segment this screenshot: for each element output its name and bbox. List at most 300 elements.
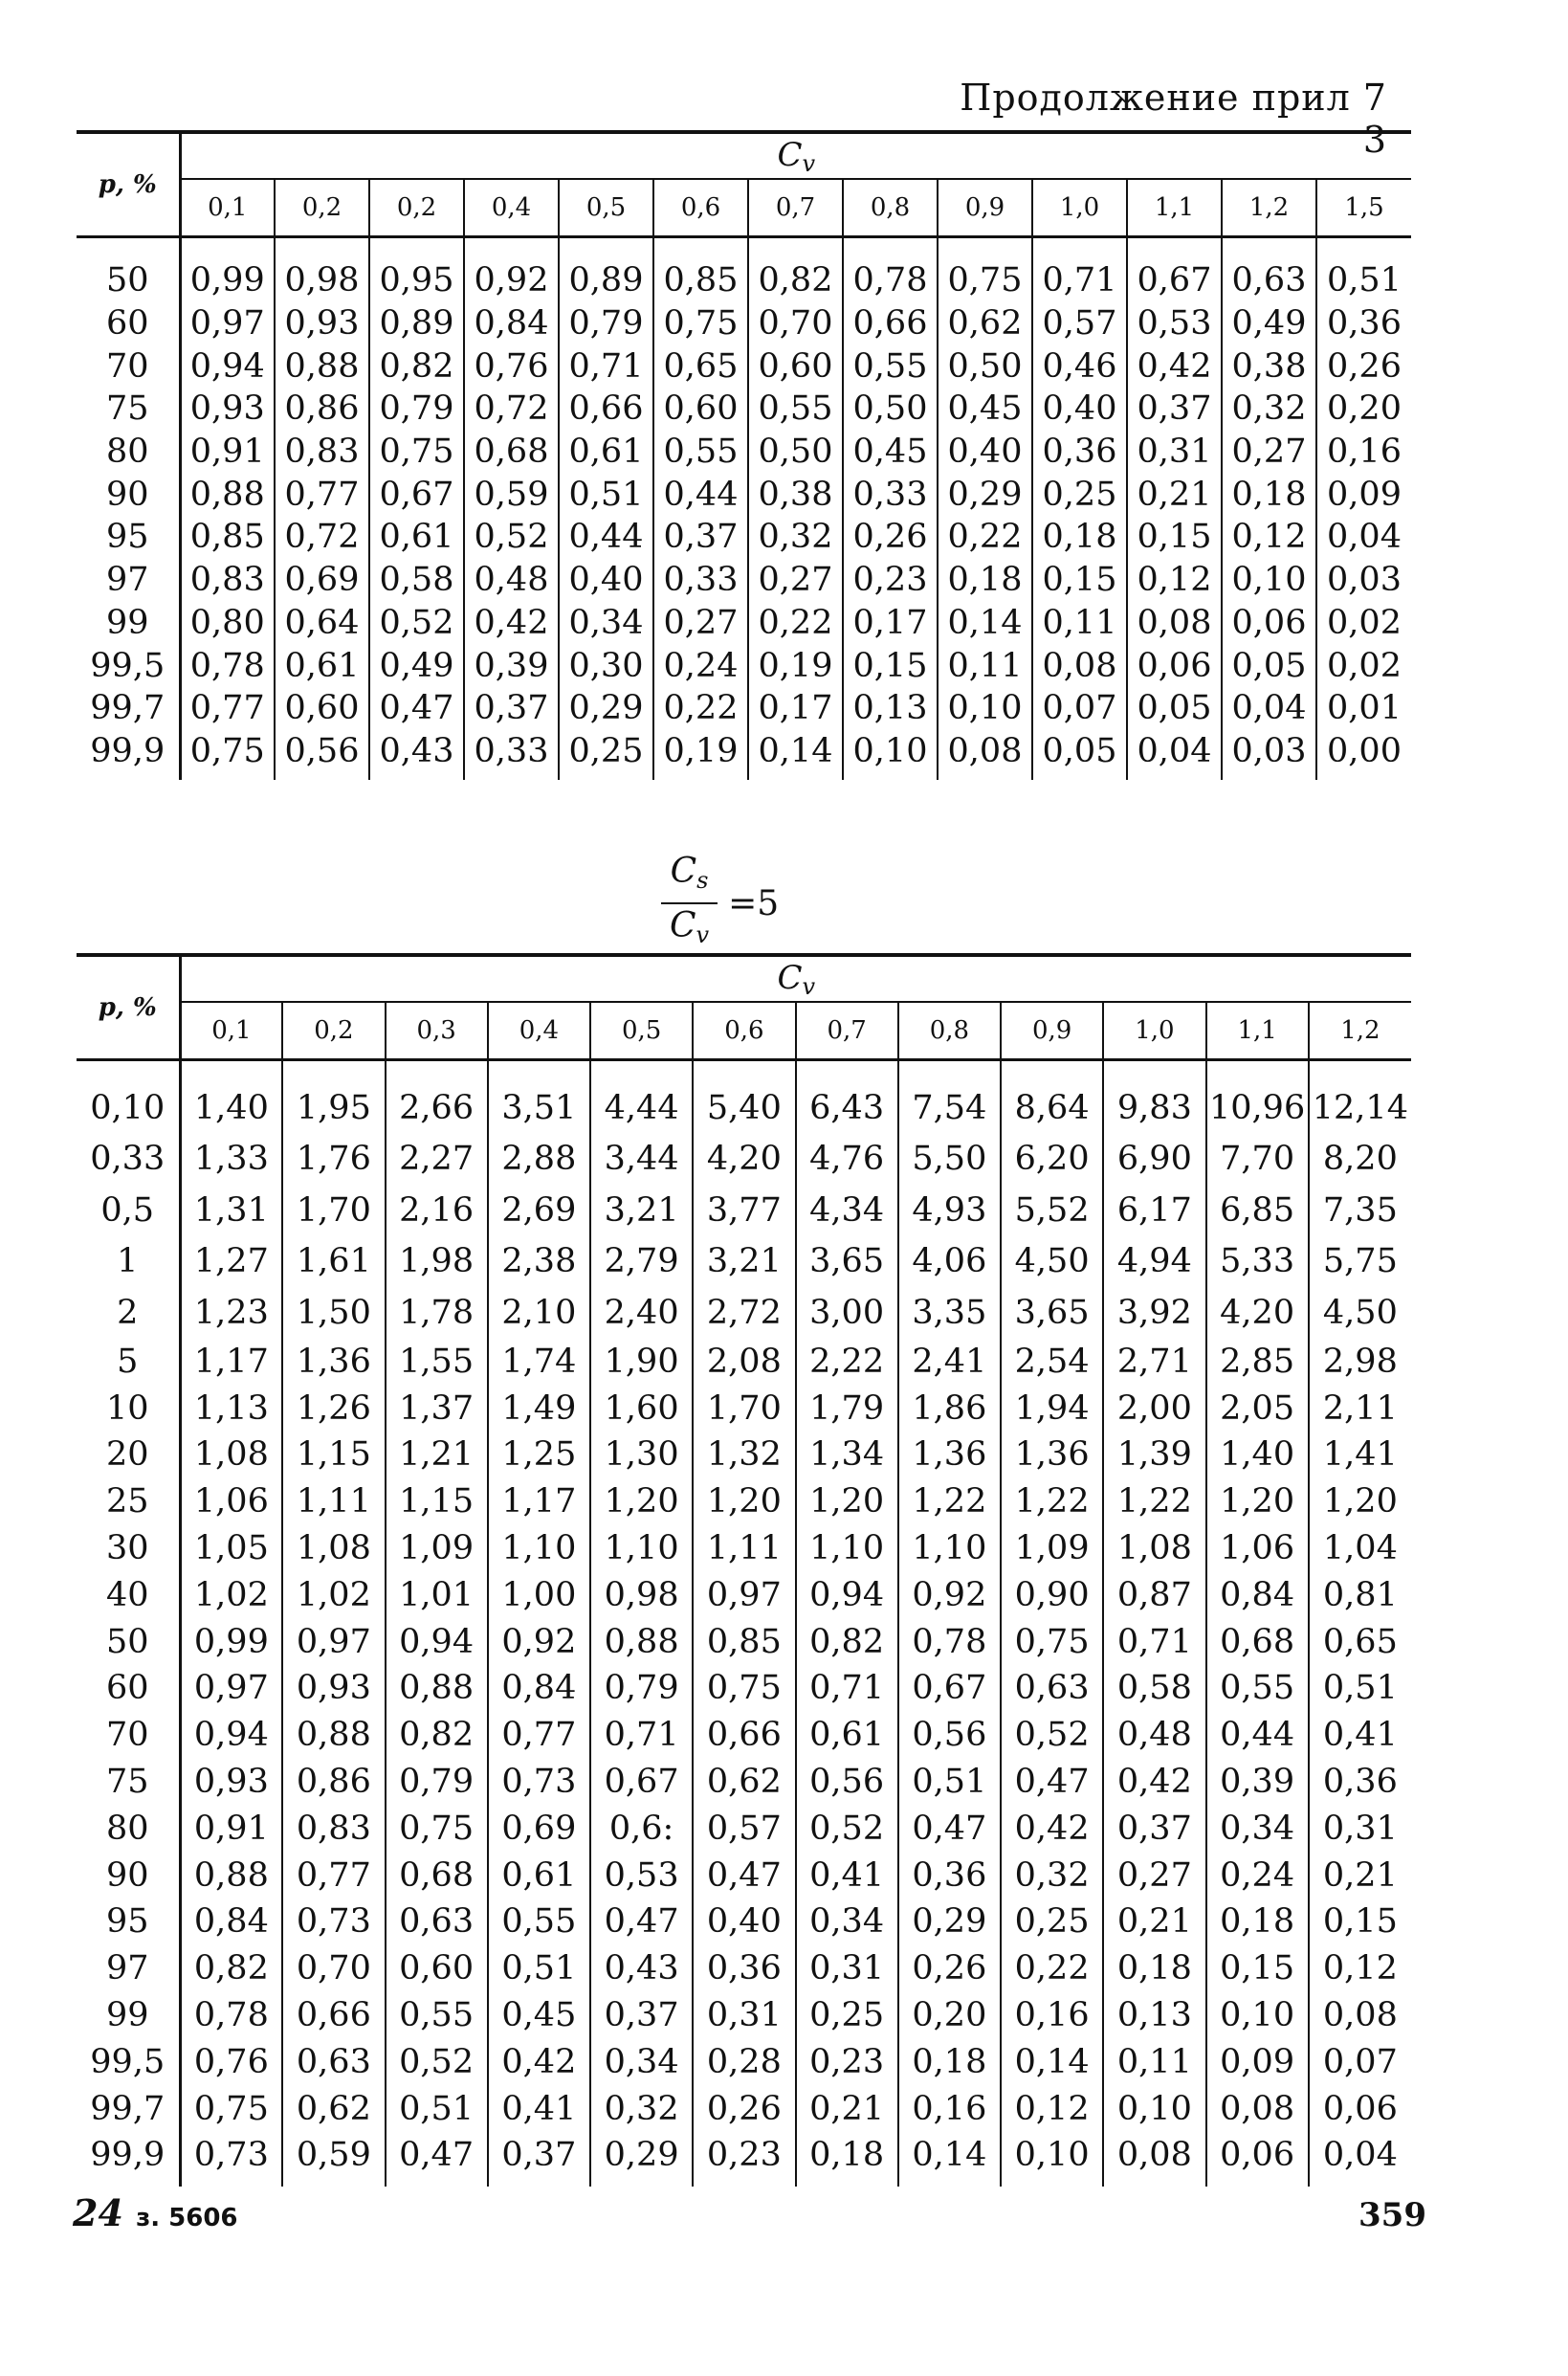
value-cell: 0,68 — [464, 431, 559, 474]
value-cell: 0,73 — [282, 1899, 385, 1945]
value-cell: 0,18 — [1206, 1899, 1309, 1945]
value-cell: 2,16 — [386, 1185, 488, 1236]
column-header-cv: 1,0 — [1032, 179, 1127, 237]
value-cell: 0,84 — [180, 1899, 282, 1945]
value-cell: 5,75 — [1309, 1236, 1411, 1288]
value-cell: 0,55 — [386, 1992, 488, 2039]
value-cell: 0,17 — [843, 602, 938, 645]
value-cell: 0,81 — [1309, 1571, 1411, 1618]
value-cell: 0,79 — [369, 388, 464, 431]
value-cell: 0,47 — [1001, 1759, 1103, 1806]
column-header-cv: 0,2 — [275, 179, 369, 237]
value-cell: 2,54 — [1001, 1339, 1103, 1386]
value-cell: 0,82 — [180, 1945, 282, 1992]
ratio-denominator: $C_v$ — [670, 906, 710, 948]
value-cell: 0,56 — [796, 1759, 898, 1806]
value-cell: 0,93 — [180, 1759, 282, 1806]
value-cell: 3,77 — [693, 1185, 795, 1236]
value-cell: 3,21 — [693, 1236, 795, 1288]
signature-mark: 24 з. 5606 — [73, 2191, 238, 2234]
value-cell: 1,15 — [282, 1432, 385, 1478]
value-cell: 0,15 — [1309, 1899, 1411, 1945]
value-cell: 1,11 — [282, 1478, 385, 1525]
value-cell: 0,73 — [488, 1759, 590, 1806]
value-cell: 9,83 — [1103, 1082, 1205, 1134]
value-cell: 1,25 — [488, 1432, 590, 1478]
value-cell: 0,26 — [693, 2085, 795, 2132]
value-cell: 5,40 — [693, 1082, 795, 1134]
value-cell: 6,90 — [1103, 1134, 1205, 1186]
column-header-cv: 0,4 — [488, 1002, 590, 1060]
value-cell: 1,55 — [386, 1339, 488, 1386]
probability-cell: 60 — [105, 1669, 149, 1708]
table-row — [77, 1805, 1411, 1852]
value-cell: 0,72 — [275, 516, 369, 559]
value-cell: 2,72 — [693, 1287, 795, 1339]
value-cell: 5,50 — [898, 1134, 1001, 1186]
value-cell: 0,37 — [1127, 388, 1222, 431]
value-cell: 0,18 — [1103, 1945, 1205, 1992]
value-cell: 0,66 — [843, 302, 938, 345]
value-cell: 3,65 — [1001, 1287, 1103, 1339]
value-cell: 0,33 — [464, 730, 559, 781]
value-cell: 0,08 — [1103, 2132, 1205, 2187]
value-cell: 0,48 — [1103, 1712, 1205, 1759]
table-row — [77, 1385, 1411, 1432]
probability-cell: 99,5 — [90, 646, 166, 685]
value-cell: 0,03 — [1316, 559, 1411, 602]
value-cell: 0,28 — [693, 2038, 795, 2085]
value-cell: 0,97 — [180, 302, 275, 345]
value-cell: 0,06 — [1309, 2085, 1411, 2132]
value-cell: 0,92 — [898, 1571, 1001, 1618]
value-cell: 1,20 — [796, 1478, 898, 1525]
value-cell: 0,12 — [1222, 516, 1316, 559]
value-cell: 0,61 — [796, 1712, 898, 1759]
value-cell: 0,10 — [938, 687, 1032, 730]
value-cell: 0,58 — [369, 559, 464, 602]
table-row — [77, 1432, 1411, 1478]
value-cell: 12,14 — [1309, 1082, 1411, 1134]
column-header-cv: 0,1 — [180, 179, 275, 237]
table-row — [77, 2038, 1411, 2085]
value-cell: 0,55 — [748, 388, 843, 431]
value-cell: 0,44 — [559, 516, 653, 559]
value-cell: 0,60 — [653, 388, 748, 431]
value-cell: 0,31 — [1127, 431, 1222, 474]
value-cell: 0,88 — [386, 1665, 488, 1712]
value-cell: 0,60 — [386, 1945, 488, 1992]
value-cell: 0,19 — [748, 644, 843, 687]
value-cell: 0,39 — [1206, 1759, 1309, 1806]
value-cell: 0,42 — [1127, 344, 1222, 388]
value-cell: 0,69 — [488, 1805, 590, 1852]
probability-cell: 25 — [105, 1482, 149, 1521]
value-cell: 1,08 — [180, 1432, 282, 1478]
value-cell: 2,85 — [1206, 1339, 1309, 1386]
value-cell: 1,22 — [898, 1478, 1001, 1525]
value-cell: 1,70 — [282, 1185, 385, 1236]
value-cell: 1,40 — [180, 1082, 282, 1134]
table-row — [77, 431, 1411, 474]
probability-cell: 97 — [105, 561, 149, 600]
value-cell: 0,98 — [590, 1571, 693, 1618]
value-cell: 0,23 — [693, 2132, 795, 2187]
value-cell: 1,09 — [386, 1525, 488, 1572]
value-cell: 0,82 — [386, 1712, 488, 1759]
value-cell: 0,02 — [1316, 644, 1411, 687]
value-cell: 0,10 — [1222, 559, 1316, 602]
table-row — [77, 1339, 1411, 1386]
value-cell: 0,63 — [1001, 1665, 1103, 1712]
value-cell: 7,70 — [1206, 1134, 1309, 1186]
value-cell: 0,85 — [693, 1618, 795, 1665]
table-row — [77, 1082, 1411, 1134]
value-cell: 0,58 — [1103, 1665, 1205, 1712]
probability-cell: 60 — [105, 304, 149, 344]
probability-cell: 0,33 — [90, 1140, 166, 1179]
value-cell: 0,11 — [1032, 602, 1127, 645]
value-cell: 1,11 — [693, 1525, 795, 1572]
value-cell: 0,89 — [369, 302, 464, 345]
value-cell: 0,43 — [369, 730, 464, 781]
value-cell: 4,06 — [898, 1236, 1001, 1288]
value-cell: 0,05 — [1222, 644, 1316, 687]
table-row — [77, 1287, 1411, 1339]
value-cell: 2,11 — [1309, 1385, 1411, 1432]
value-cell: 1,40 — [1206, 1432, 1309, 1478]
value-cell: 0,97 — [180, 1665, 282, 1712]
value-cell: 0,70 — [748, 302, 843, 345]
value-cell: 0,71 — [590, 1712, 693, 1759]
value-cell: 0,88 — [590, 1618, 693, 1665]
value-cell: 0,08 — [938, 730, 1032, 781]
value-cell: 6,43 — [796, 1082, 898, 1134]
value-cell: 0,26 — [898, 1945, 1001, 1992]
value-cell: 0,99 — [180, 259, 275, 302]
table-row — [77, 602, 1411, 645]
value-cell: 0,40 — [1032, 388, 1127, 431]
value-cell: 0,67 — [369, 473, 464, 516]
value-cell: 1,41 — [1309, 1432, 1411, 1478]
value-cell: 0,6: — [590, 1805, 693, 1852]
table-row — [77, 559, 1411, 602]
value-cell: 0,97 — [282, 1618, 385, 1665]
value-cell: 0,85 — [180, 516, 275, 559]
probability-cell: 0,10 — [90, 1088, 166, 1127]
table-row — [77, 730, 1411, 781]
value-cell: 0,85 — [653, 259, 748, 302]
value-cell: 0,97 — [693, 1571, 795, 1618]
table-row — [77, 1185, 1411, 1236]
value-cell: 0,77 — [275, 473, 369, 516]
value-cell: 0,94 — [180, 344, 275, 388]
value-cell: 0,66 — [282, 1992, 385, 2039]
probability-cell: 99,7 — [90, 689, 166, 728]
value-cell: 0,51 — [386, 2085, 488, 2132]
value-cell: 0,75 — [386, 1805, 488, 1852]
value-cell: 0,27 — [1103, 1852, 1205, 1899]
value-cell: 0,55 — [843, 344, 938, 388]
value-cell: 0,45 — [488, 1992, 590, 2039]
value-cell: 3,00 — [796, 1287, 898, 1339]
value-cell: 0,53 — [1127, 302, 1222, 345]
value-cell: 0,31 — [796, 1945, 898, 1992]
value-cell: 1,90 — [590, 1339, 693, 1386]
value-cell: 0,25 — [796, 1992, 898, 2039]
value-cell: 4,93 — [898, 1185, 1001, 1236]
value-cell: 0,47 — [590, 1899, 693, 1945]
value-cell: 1,06 — [180, 1478, 282, 1525]
value-cell: 8,20 — [1309, 1134, 1411, 1186]
value-cell: 0,87 — [1103, 1571, 1205, 1618]
value-cell: 0,24 — [653, 644, 748, 687]
column-header-cv: 0,4 — [464, 179, 559, 237]
value-cell: 1,10 — [898, 1525, 1001, 1572]
value-cell: 0,18 — [796, 2132, 898, 2187]
value-cell: 0,20 — [898, 1992, 1001, 2039]
value-cell: 0,78 — [843, 259, 938, 302]
value-cell: 0,93 — [282, 1665, 385, 1712]
value-cell: 1,04 — [1309, 1525, 1411, 1572]
column-header-cv: 0,1 — [180, 1002, 282, 1060]
value-cell: 2,27 — [386, 1134, 488, 1186]
value-cell: 2,71 — [1103, 1339, 1205, 1386]
value-cell: 8,64 — [1001, 1082, 1103, 1134]
column-header-cv: 0,5 — [559, 179, 653, 237]
probability-cell: 99 — [105, 603, 149, 642]
value-cell: 0,71 — [1103, 1618, 1205, 1665]
table-row — [77, 1236, 1411, 1288]
value-cell: 0,37 — [653, 516, 748, 559]
value-cell: 0,36 — [1309, 1759, 1411, 1806]
value-cell: 0,99 — [180, 1618, 282, 1665]
value-cell: 0,77 — [282, 1852, 385, 1899]
column-header-cv: 1,1 — [1127, 179, 1222, 237]
value-cell: 0,55 — [1206, 1665, 1309, 1712]
value-cell: 0,77 — [180, 687, 275, 730]
value-cell: 0,07 — [1032, 687, 1127, 730]
value-cell: 2,69 — [488, 1185, 590, 1236]
value-cell: 4,76 — [796, 1134, 898, 1186]
value-cell: 1,13 — [180, 1385, 282, 1432]
column-header-cv: 0,7 — [748, 179, 843, 237]
value-cell: 1,61 — [282, 1236, 385, 1288]
probability-cell: 75 — [105, 389, 149, 429]
column-header-cv: 0,9 — [1001, 1002, 1103, 1060]
value-cell: 0,39 — [464, 644, 559, 687]
table-row — [77, 1759, 1411, 1806]
probability-cell: 99,7 — [90, 2089, 166, 2128]
value-cell: 0,05 — [1127, 687, 1222, 730]
probability-cell: 1 — [117, 1242, 139, 1281]
value-cell: 1,36 — [898, 1432, 1001, 1478]
table-row — [77, 1899, 1411, 1945]
value-cell: 7,35 — [1309, 1185, 1411, 1236]
value-cell: 0,83 — [282, 1805, 385, 1852]
probability-cell: 99 — [105, 1996, 149, 2035]
value-cell: 0,04 — [1316, 516, 1411, 559]
value-cell: 1,02 — [180, 1571, 282, 1618]
value-cell: 0,83 — [275, 431, 369, 474]
value-cell: 2,00 — [1103, 1385, 1205, 1432]
value-cell: 0,55 — [653, 431, 748, 474]
value-cell: 0,34 — [796, 1899, 898, 1945]
value-cell: 0,45 — [843, 431, 938, 474]
value-cell: 0,37 — [1103, 1805, 1205, 1852]
value-cell: 0,52 — [386, 2038, 488, 2085]
value-cell: 0,07 — [1309, 2038, 1411, 2085]
ratio-value: =5 — [728, 883, 780, 923]
print-code: з. 5606 — [136, 2204, 238, 2232]
value-cell: 0,43 — [590, 1945, 693, 1992]
value-cell: 0,94 — [796, 1571, 898, 1618]
column-header-cv: 1,1 — [1206, 1002, 1309, 1060]
value-cell: 0,04 — [1309, 2132, 1411, 2187]
probability-cell: 2 — [117, 1293, 139, 1332]
value-cell: 0,27 — [653, 602, 748, 645]
value-cell: 0,84 — [1206, 1571, 1309, 1618]
value-cell: 0,94 — [180, 1712, 282, 1759]
value-cell: 7,54 — [898, 1082, 1001, 1134]
value-cell: 2,66 — [386, 1082, 488, 1134]
value-cell: 0,05 — [1032, 730, 1127, 781]
value-cell: 0,42 — [1001, 1805, 1103, 1852]
value-cell: 0,27 — [748, 559, 843, 602]
value-cell: 0,51 — [1316, 259, 1411, 302]
value-cell: 1,15 — [386, 1478, 488, 1525]
value-cell: 0,89 — [559, 259, 653, 302]
value-cell: 0,67 — [1127, 259, 1222, 302]
value-cell: 0,63 — [386, 1899, 488, 1945]
page-number: 359 — [1358, 2196, 1426, 2234]
table-cv-ratio-top — [77, 130, 1411, 780]
value-cell: 1,39 — [1103, 1432, 1205, 1478]
value-cell: 0,60 — [748, 344, 843, 388]
value-cell: 1,95 — [282, 1082, 385, 1134]
value-cell: 0,08 — [1309, 1992, 1411, 2039]
value-cell: 0,37 — [590, 1992, 693, 2039]
table-row — [77, 302, 1411, 345]
probability-cell: 5 — [117, 1342, 139, 1381]
value-cell: 0,78 — [898, 1618, 1001, 1665]
value-cell: 1,06 — [1206, 1525, 1309, 1572]
value-cell: 0,51 — [488, 1945, 590, 1992]
value-cell: 1,76 — [282, 1134, 385, 1186]
value-cell: 0,14 — [748, 730, 843, 781]
value-cell: 0,88 — [180, 1852, 282, 1899]
continuation-note: Продолжение прил 7 3 — [960, 77, 1387, 161]
value-cell: 0,47 — [369, 687, 464, 730]
value-cell: 5,52 — [1001, 1185, 1103, 1236]
value-cell: 2,08 — [693, 1339, 795, 1386]
value-cell: 0,29 — [938, 473, 1032, 516]
value-cell: 0,33 — [653, 559, 748, 602]
column-header-cv: 0,8 — [898, 1002, 1001, 1060]
value-cell: 0,82 — [748, 259, 843, 302]
value-cell: 0,61 — [369, 516, 464, 559]
value-cell: 0,21 — [1309, 1852, 1411, 1899]
value-cell: 0,86 — [275, 388, 369, 431]
table-row — [77, 1945, 1411, 1992]
value-cell: 0,52 — [796, 1805, 898, 1852]
value-cell: 0,62 — [693, 1759, 795, 1806]
value-cell: 1,20 — [590, 1478, 693, 1525]
probability-cell: 99,9 — [90, 731, 166, 770]
value-cell: 0,10 — [1001, 2132, 1103, 2187]
value-cell: 2,38 — [488, 1236, 590, 1288]
value-cell: 0,51 — [559, 473, 653, 516]
value-cell: 0,41 — [796, 1852, 898, 1899]
value-cell: 0,76 — [464, 344, 559, 388]
row-header-p-percent: p, % — [77, 132, 180, 237]
value-cell: 0,49 — [1222, 302, 1316, 345]
value-cell: 1,20 — [1206, 1478, 1309, 1525]
value-cell: 0,16 — [1001, 1992, 1103, 2039]
value-cell: 0,40 — [938, 431, 1032, 474]
value-cell: 2,22 — [796, 1339, 898, 1386]
value-cell: 0,49 — [369, 644, 464, 687]
value-cell: 1,10 — [488, 1525, 590, 1572]
value-cell: 0,93 — [275, 302, 369, 345]
value-cell: 0,76 — [180, 2038, 282, 2085]
value-cell: 0,67 — [590, 1759, 693, 1806]
value-cell: 0,86 — [282, 1759, 385, 1806]
value-cell: 0,82 — [796, 1618, 898, 1665]
value-cell: 0,92 — [464, 259, 559, 302]
value-cell: 0,93 — [180, 388, 275, 431]
value-cell: 1,31 — [180, 1185, 282, 1236]
value-cell: 0,16 — [1316, 431, 1411, 474]
cs-cv-ratio-formula — [660, 850, 779, 957]
value-cell: 0,29 — [898, 1899, 1001, 1945]
value-cell: 0,30 — [559, 644, 653, 687]
value-cell: 0,37 — [488, 2132, 590, 2187]
value-cell: 0,25 — [1032, 473, 1127, 516]
probability-cell: 99,5 — [90, 2042, 166, 2081]
value-cell: 1,08 — [1103, 1525, 1205, 1572]
value-cell: 0,36 — [693, 1945, 795, 1992]
value-cell: 1,37 — [386, 1385, 488, 1432]
value-cell: 0,77 — [488, 1712, 590, 1759]
value-cell: 0,90 — [1001, 1571, 1103, 1618]
value-cell: 0,12 — [1001, 2085, 1103, 2132]
table-cv-ratio-5 — [77, 953, 1411, 2187]
value-cell: 0,32 — [1222, 388, 1316, 431]
value-cell: 0,80 — [180, 602, 275, 645]
value-cell: 4,20 — [693, 1134, 795, 1186]
value-cell: 1,10 — [590, 1525, 693, 1572]
value-cell: 0,37 — [464, 687, 559, 730]
value-cell: 4,94 — [1103, 1236, 1205, 1288]
value-cell: 0,21 — [1127, 473, 1222, 516]
row-header-p-percent: p, % — [77, 955, 180, 1060]
value-cell: 2,79 — [590, 1236, 693, 1288]
value-cell: 0,13 — [1103, 1992, 1205, 2039]
probability-cell: 10 — [105, 1388, 149, 1428]
value-cell: 1,17 — [180, 1339, 282, 1386]
value-cell: 1,30 — [590, 1432, 693, 1478]
probability-cell: 70 — [105, 1716, 149, 1755]
table-row — [77, 644, 1411, 687]
value-cell: 1,60 — [590, 1385, 693, 1432]
value-cell: 3,65 — [796, 1236, 898, 1288]
value-cell: 1,02 — [282, 1571, 385, 1618]
table-row — [77, 1525, 1411, 1572]
value-cell: 0,29 — [590, 2132, 693, 2187]
value-cell: 0,26 — [1316, 344, 1411, 388]
value-cell: 4,34 — [796, 1185, 898, 1236]
